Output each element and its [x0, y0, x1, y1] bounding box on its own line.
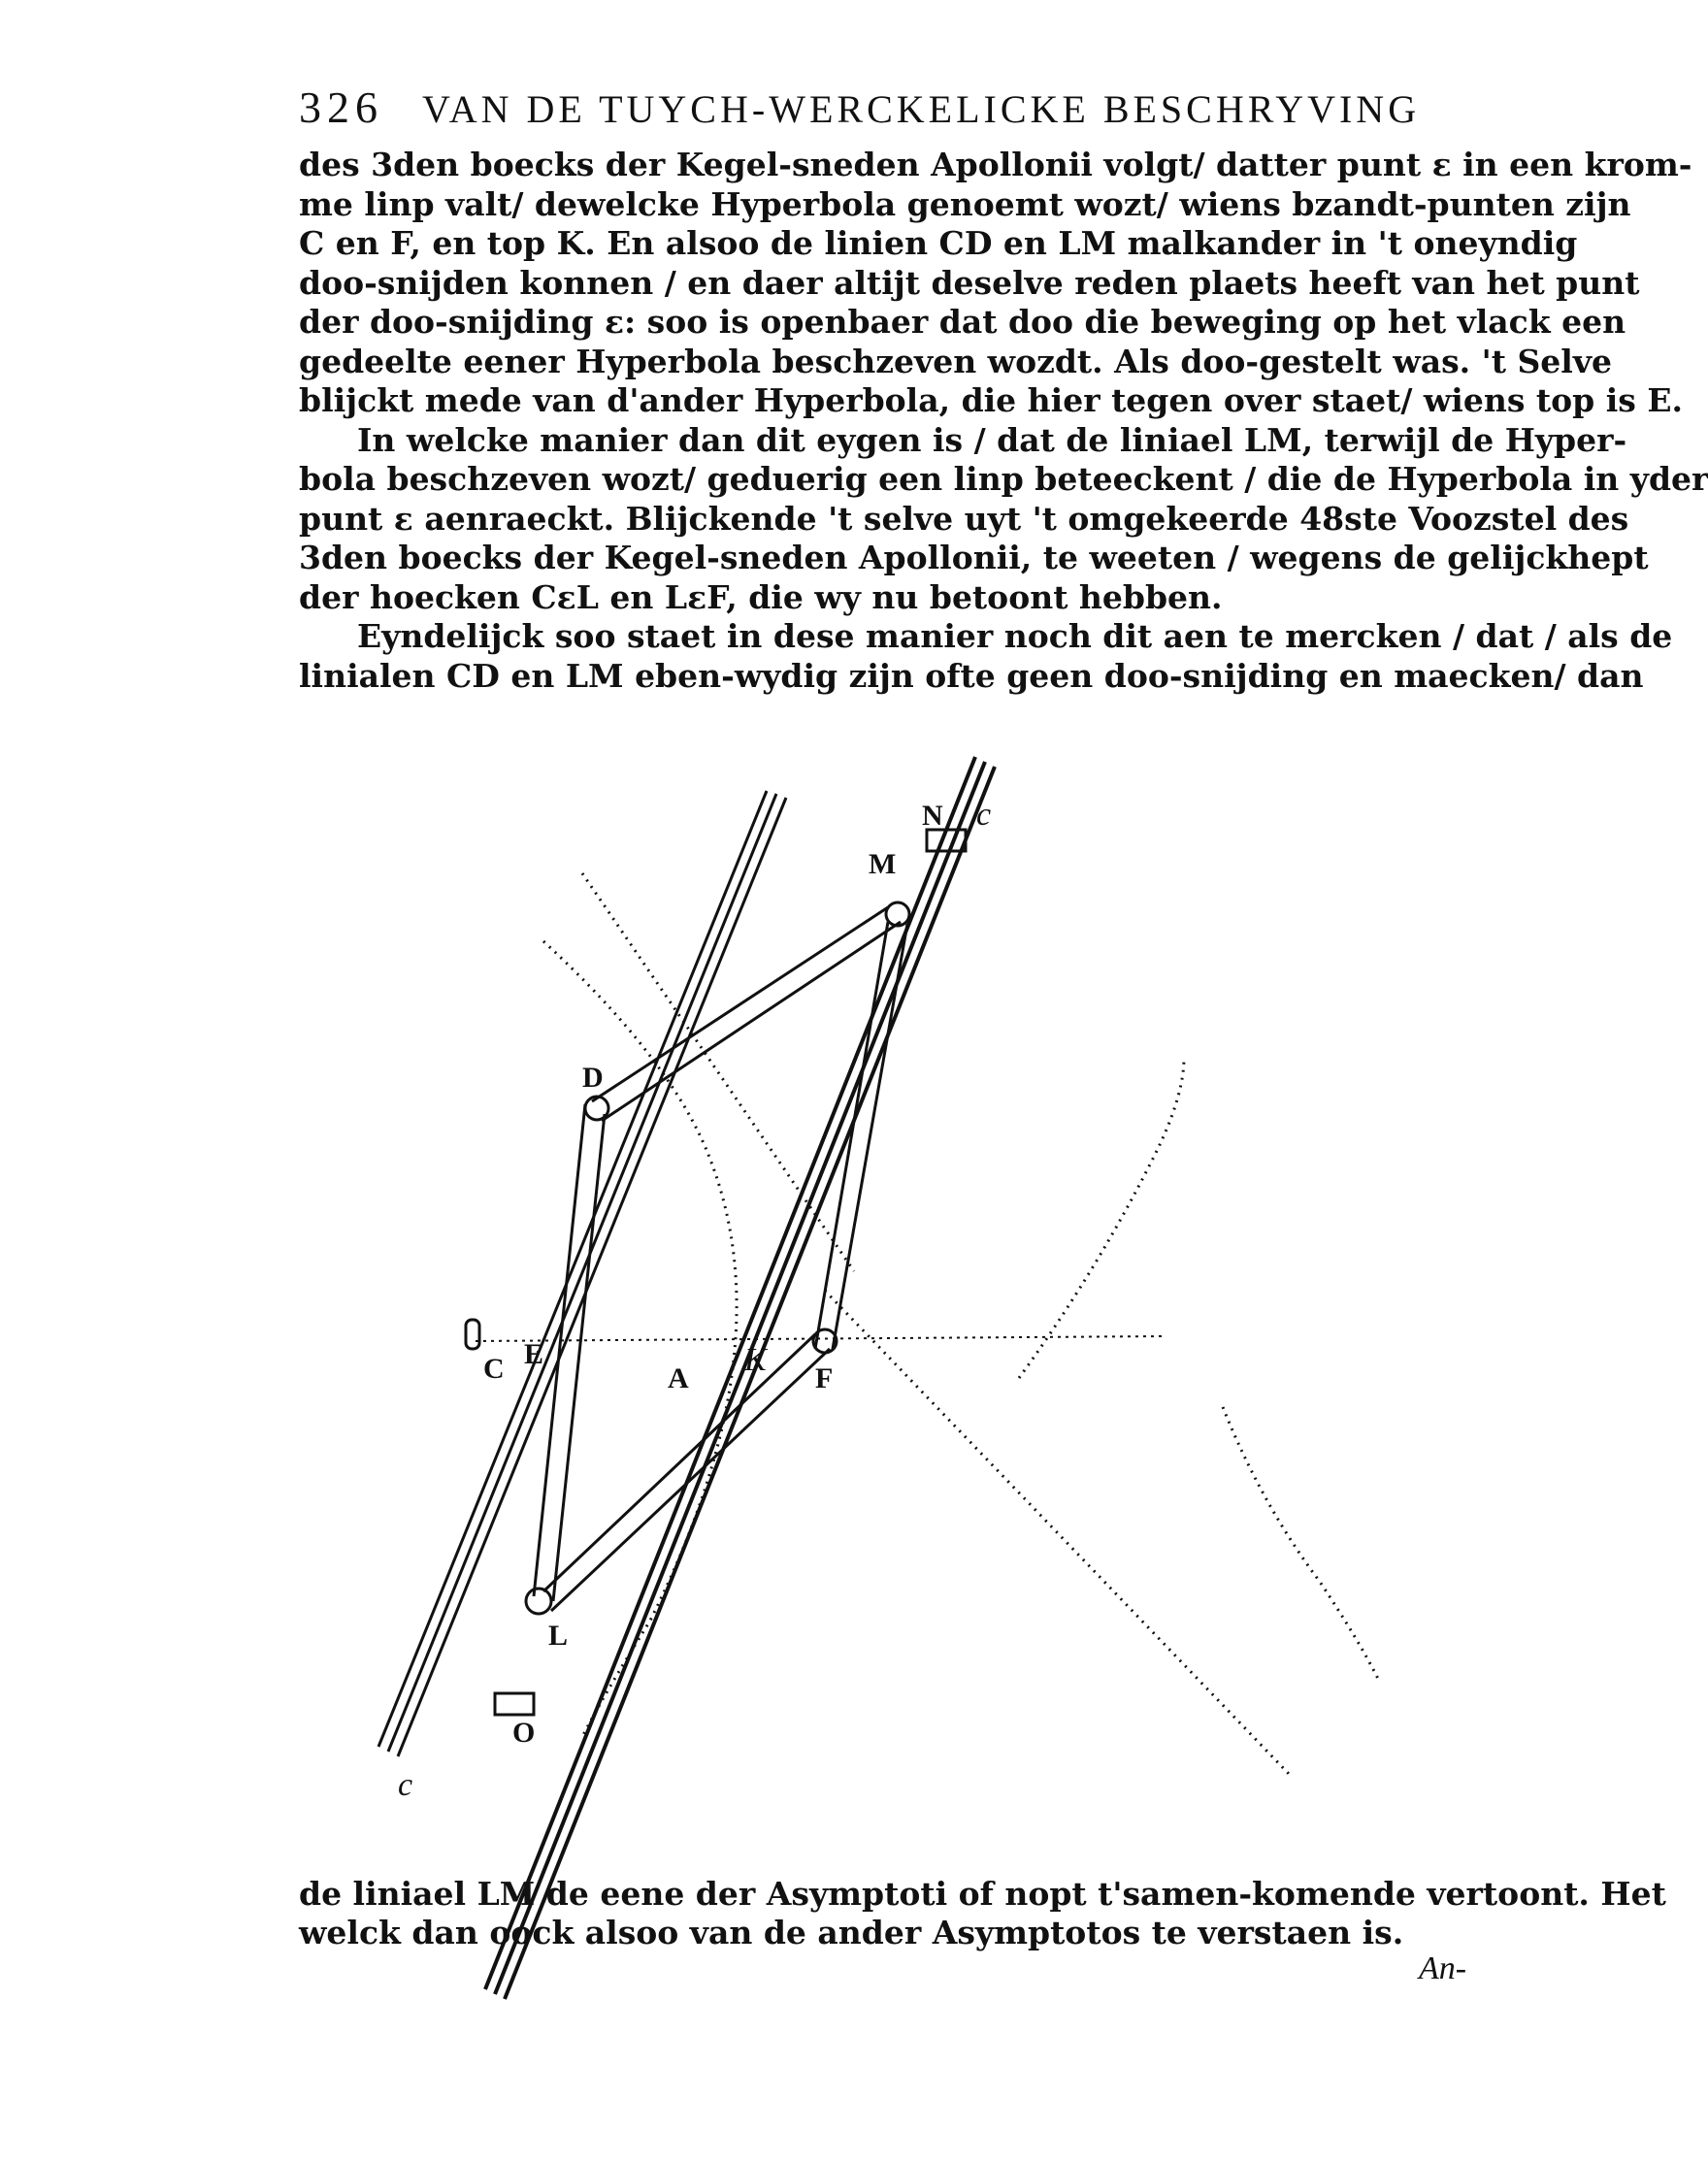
- text-line: welck dan oock alsoo van de ander Asymptotos te verstaen is.: [299, 1914, 1404, 1951]
- collar-O: [495, 1693, 534, 1715]
- running-header: [299, 82, 1444, 140]
- asymptote-right: [825, 1291, 1291, 1776]
- hyperbola-right-branch: [1019, 1058, 1184, 1378]
- label-E: E: [524, 1338, 544, 1370]
- text-line: der doo-snijding ε: soo is openbaer dat doo die beweging op het vlack een: [299, 303, 1626, 341]
- text-line: C en F, en top K. En alsoo de linien CD en LM malkander in 't oneyndig: [299, 224, 1578, 262]
- page-number: 326: [299, 82, 383, 132]
- label-A: A: [668, 1362, 689, 1394]
- text-line: des 3den boecks der Kegel-sneden Apollonii volgt/ datter punt ε in een krom-: [299, 146, 1692, 183]
- text-line: 3den boecks der Kegel-sneden Apollonii, te weeten / wegens de gelijckhept: [299, 539, 1649, 576]
- text-line: bola beschzeven wozt/ geduerig een linp beteeckent / die de Hyperbola in yder: [299, 460, 1708, 498]
- axis-line-CF: [476, 1336, 1165, 1341]
- text-line: gedeelte eener Hyperbola beschzeven wozdt. Als doo-gestelt was. 't Selve: [299, 342, 1612, 380]
- bar-MF: [815, 922, 907, 1349]
- text-line: punt ε aenraeckt. Blijckende 't selve uyt 't omgekeerde 48ste Voozstel des: [299, 499, 1629, 538]
- label-N: N: [922, 800, 943, 832]
- text-line: de liniael LM de eene der Asymptoti of nopt t'samen-komende vertoont. Het: [299, 1875, 1666, 1913]
- pivot-L: [526, 1589, 551, 1614]
- ruler-CD: [378, 791, 786, 1756]
- ruler-LM: [485, 757, 995, 1999]
- body-text: [299, 146, 1708, 696]
- text-line: me linp valt/ dewelcke Hyperbola genoemt wozt/ wiens bzandt-punten zijn: [299, 184, 1631, 223]
- label-O: O: [512, 1717, 536, 1749]
- text-line: Eyndelijck soo staet in dese manier noch dit aen te mercken / dat / als de: [357, 617, 1673, 655]
- text-line: der hoecken CεL en LεF, die wy nu betoont hebben.: [299, 577, 1223, 616]
- hyperbola-right-lower: [1223, 1407, 1378, 1679]
- text-line: linialen CD en LM eben-wydig zijn ofte geen doo-snijding en maecken/ dan: [299, 656, 1644, 695]
- hyperbola-linkage-figure: [398, 767, 1397, 1815]
- label-c-top: c: [976, 797, 992, 833]
- running-title: VAN DE TUYCH-WERCKELICKE BESCHRYVING: [422, 87, 1421, 131]
- text-line: In welcke manier dan dit eygen is / dat de liniael LM, terwijl de Hyper-: [357, 420, 1627, 459]
- text-line: blijckt mede van d'ander Hyperbola, die hier tegen over staet/ wiens top is E.: [299, 381, 1683, 419]
- asymptote-left: [582, 873, 854, 1271]
- slider-C: [466, 1320, 479, 1349]
- pivot-D: [585, 1097, 608, 1120]
- label-F: F: [815, 1362, 834, 1394]
- label-c-bottom: c: [398, 1767, 413, 1803]
- bar-DL: [534, 1104, 605, 1601]
- closing-text: [299, 1875, 1666, 1952]
- label-D: D: [582, 1062, 604, 1094]
- label-C: C: [483, 1353, 505, 1385]
- text-line: doo-snijden konnen / en daer altijt deselve reden plaets heeft van het punt: [299, 263, 1640, 302]
- catchword: An-: [1419, 1950, 1467, 1986]
- label-K: K: [744, 1342, 767, 1378]
- label-L: L: [548, 1620, 569, 1652]
- label-M: M: [869, 848, 897, 880]
